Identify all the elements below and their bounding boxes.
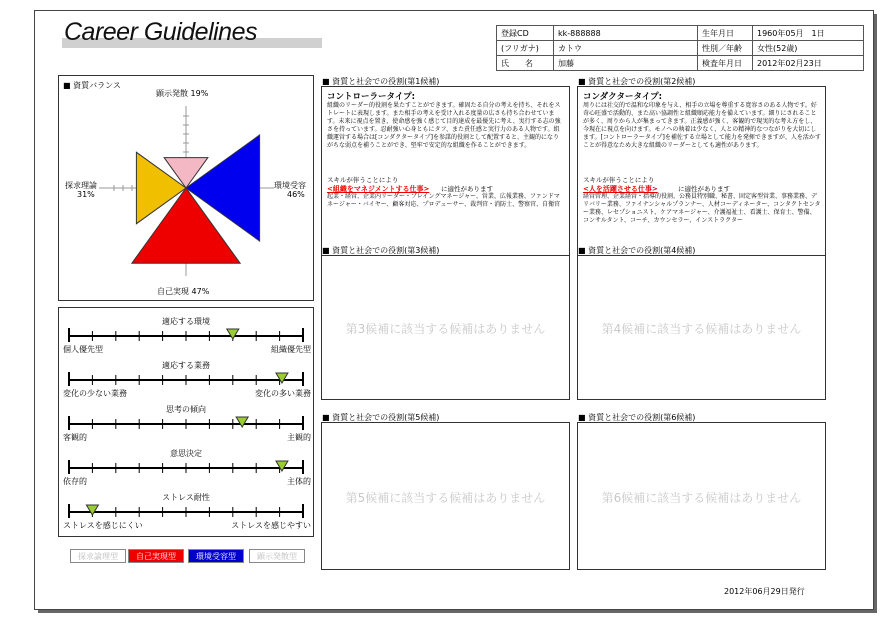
scale-right-label: 変化の多い業務 [255,389,311,398]
scale-marker [276,461,288,471]
balance-right-pct: 46% [287,190,305,199]
candidate-2-description: 周りには社交的で温和な印象を与え、相手の立場を尊重する寛容さのある人物です。好奇心旺盛で活動的、また高い協調性と組織順応能力を備えています。細りにされることが多く、周りから人が集まってきます。正義感が強く、客観的で現実的な考え方をし、今現在に視点を向けます。モノへの執着は少なく、人との精神的なつながりを大切にします。[コントローラータイプ]を補佐する立場として能力を発揮できますが、人を活かすことが得意なため大きな組織のリーダーとしても適性があります。 [583,102,821,149]
scale-bar [59,414,313,430]
personal-info-table [496,25,864,71]
balance-bottom-label: 自己実現 47% [157,287,210,296]
balance-panel [58,75,314,301]
exam-date-label: 検査年月日 [698,56,753,71]
legend-type-button[interactable]: 環境受容型 [188,549,244,563]
tendency-scales-panel [58,307,314,537]
balance-left-pct: 31% [77,190,95,199]
scale-marker [236,417,248,427]
candidate-2-jobs: 経営管理、企業経営・指導的役割、公務員特別職、秘書、固定客型営業、事務業務、デリバリー業務、ファイナンシャルプランナー、人材コーディネーター、コンタクトセンター業務、レセプショニスト、ケアマネージャー、介護福祉士、看護士、保育士、警備、コンサルタント、コーチ、カウンセラー、インストラクター [583,193,821,224]
scale-marker [227,329,239,339]
reg-cd-label: 登録CD [497,26,554,41]
issue-date: 2012年06月29日発行 [724,587,805,596]
balance-heading: ■ 資質バランス [63,81,121,90]
candidate-4-heading: ■ 資質と社会での役割(第4候補) [578,246,696,255]
scale-left-label: 変化の少ない業務 [63,389,127,398]
candidate-2-skill-label: スキルが伴うことにより [583,176,655,184]
scale-bar [59,458,313,474]
scale-right-label: 主体的 [287,477,311,486]
scale-bar [59,326,313,342]
balance-top-label: 顕示発散 19% [156,89,209,98]
candidate-2-panel [577,86,826,259]
furigana-label: (フリガナ) [497,41,554,56]
scale-bar [59,370,313,386]
candidate-3-empty-message: 第3候補に該当する候補はありません [345,322,546,336]
candidate-5-empty-message: 第5候補に該当する候補はありません [345,491,546,505]
scale-title: 適応する環境 [162,317,210,326]
candidate-6-empty-message: 第6候補に該当する候補はありません [601,491,802,505]
scale-marker [276,373,288,383]
candidate-1-panel [321,86,570,259]
gender-age-value: 女性(52歳) [753,41,864,56]
candidate-1-skill-name: <組織をマネジメントする仕事> [327,185,430,193]
scale-title: 意思決定 [170,449,202,458]
birth-label: 生年月日 [698,26,753,41]
report-title: Career Guidelines [64,18,257,46]
balance-right-label: 環境受容 [274,181,306,190]
candidate-1-jobs: 起業・経営、企業内リーダー・プレイングマネージャー、営業、広報業務、ファンドマネージャー・バイヤー、顧客対応、プロデューサー、裁判官・消防士、警察官、自衛官 [327,193,561,208]
candidate-2-skill-name: <人を活躍させる仕事> [583,185,658,193]
scale-left-label: 依存的 [63,477,87,486]
scale-title: 適応する業務 [162,361,210,370]
exam-date-value: 2012年02月23日 [753,56,864,71]
candidate-3-panel [321,255,570,400]
candidate-6-panel [577,422,826,570]
candidate-5-heading: ■ 資質と社会での役割(第5候補) [322,413,440,422]
candidate-4-panel [577,255,826,400]
candidate-4-empty-message: 第4候補に該当する候補はありません [601,322,802,336]
scale-left-label: ストレスを感じにくい [63,521,143,530]
legend-type-button[interactable]: 顕示発散型 [249,549,305,563]
scale-left-label: 個人優先型 [63,345,103,354]
furigana-value: カトウ [554,41,698,56]
gender-age-label: 性別／年齢 [698,41,753,56]
birth-value: 1960年05月 1日 [753,26,864,41]
scale-right-label: ストレスを感じやすい [231,521,311,530]
scale-bar [59,502,313,518]
balance-chart [59,76,313,300]
scale-marker [86,505,98,515]
candidate-1-heading: ■ 資質と社会での役割(第1候補) [322,77,440,86]
name-label: 氏 名 [497,56,554,71]
candidate-2-skill-suffix: に適性があります [678,185,730,193]
scale-title: ストレス耐性 [162,493,210,502]
scale-title: 思考の傾向 [166,405,206,414]
candidate-1-description: 組織のリーダー的役割を果たすことができます。確固たる自分の考えを持ち、それをストレートに表現します。また相手の考えを受け入れる度量の広さも持ち合わせています。未来に視点を置き、使命感を強く感じて目的達成を最優先に考え、実行する志の強さを持っています。忍耐強い心身ともにタフ、また責任感と実行力のある人物です。組織運営する場合は[コンダクタータイプ]を参謀的役割として配置すると、主観的になりがちな弱点を補うことができ、堅牢で安定的な組織を作ることができます。 [327,102,561,149]
name-value: 加藤 [554,56,698,71]
candidate-3-heading: ■ 資質と社会での役割(第3候補) [322,246,440,255]
candidate-1-type: コントローラータイプ: [327,92,415,102]
candidate-5-panel [321,422,570,570]
balance-left-label: 探求理論 [65,181,97,190]
candidate-6-heading: ■ 資質と社会での役割(第6候補) [578,413,696,422]
legend-type-button[interactable]: 探求論理型 [70,549,126,563]
legend-type-button[interactable]: 自己実現型 [128,549,184,563]
candidate-1-skill-label: スキルが伴うことにより [327,176,399,184]
scale-left-label: 客観的 [63,433,87,442]
candidate-2-heading: ■ 資質と社会での役割(第2候補) [578,77,696,86]
scale-right-label: 主観的 [287,433,311,442]
scale-right-label: 組織優先型 [271,345,311,354]
candidate-1-skill-suffix: に適性があります [441,185,493,193]
reg-cd-value: kk-888888 [554,26,698,41]
candidate-2-type: コンダクタータイプ: [583,92,662,102]
